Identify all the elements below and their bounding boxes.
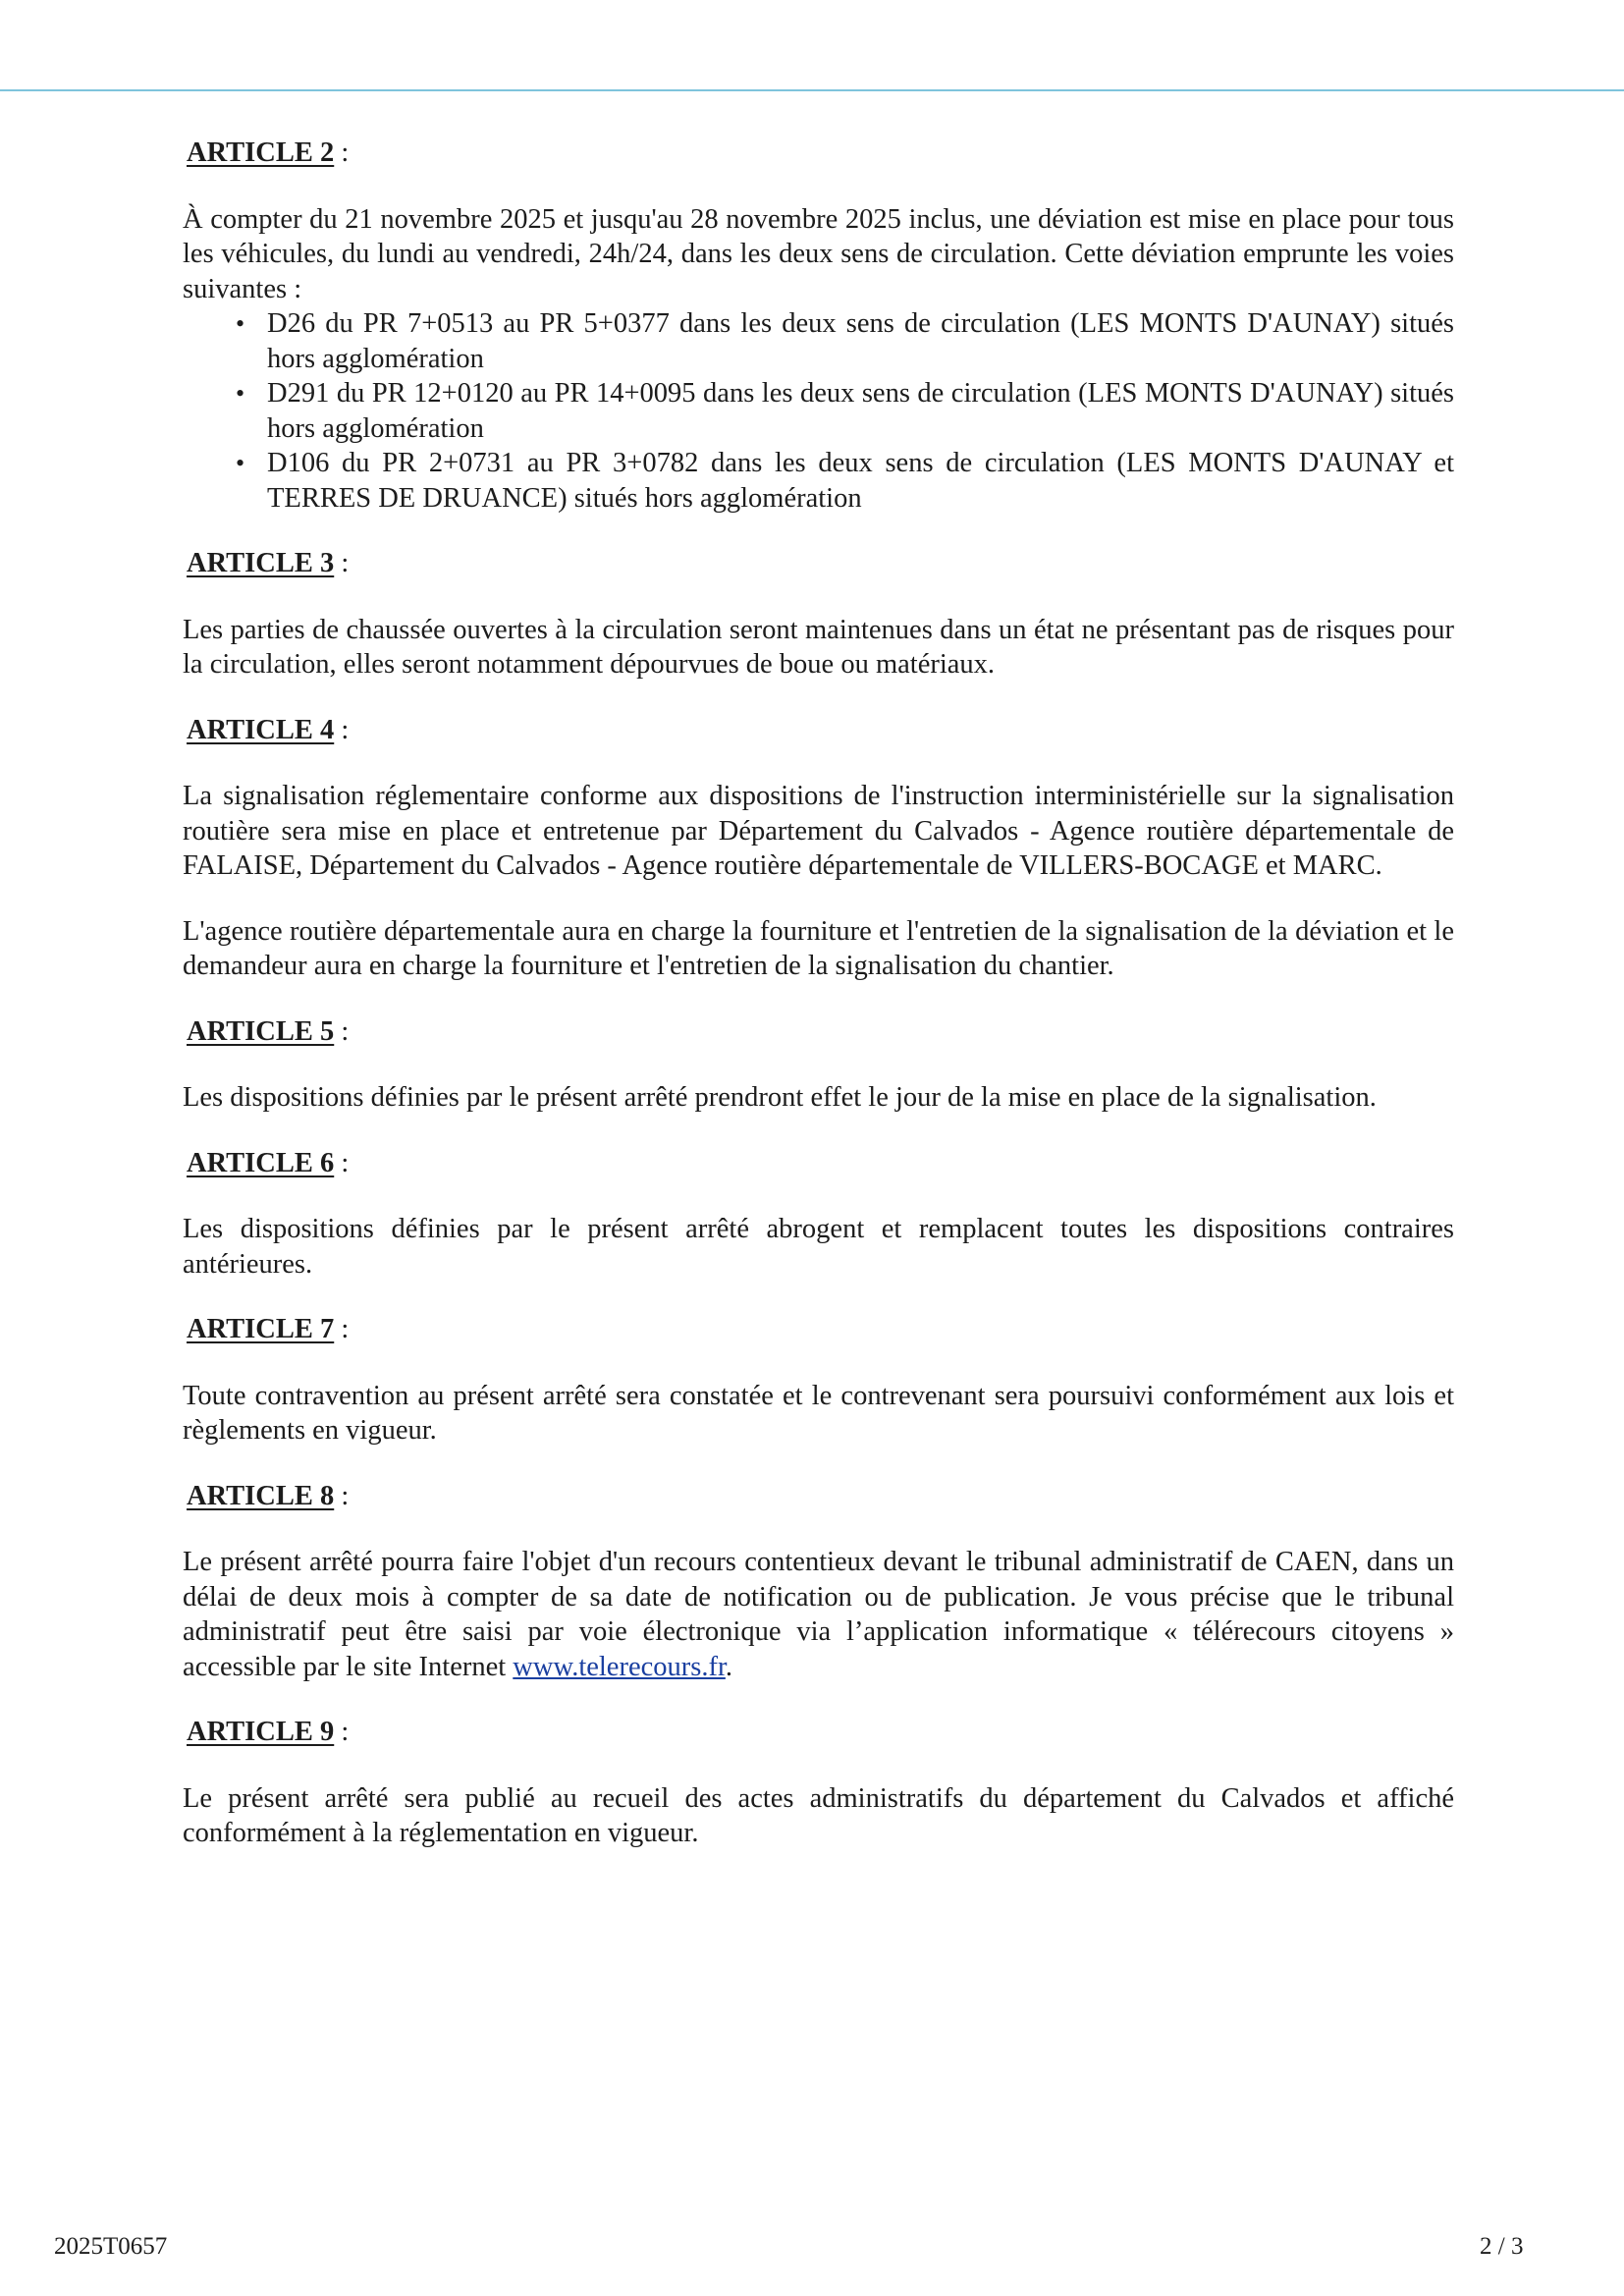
article-paragraph: Le présent arrêté sera publié au recueil des actes administratifs du département du Calvados et affiché conformément à la réglementation en vigueur. xyxy=(183,1782,1454,1848)
article-paragraph: Les dispositions définies par le présent arrêté prendront effet le jour de la mise en place de la signalisation. xyxy=(183,1082,1377,1113)
article-paragraph: La signalisation réglementaire conforme aux dispositions de l'instruction interministérielle sur la signalisation routière sera mise en place et entretenue par Département du Calvados - Agence routière départementale de FALAISE, Département du Calvados - Agence routière départementale de VILLERS-BOCAGE et MARC. xyxy=(183,781,1454,881)
article-heading: ARTICLE 6 : xyxy=(187,1147,350,1178)
article-9 xyxy=(183,1715,1454,1851)
article-heading: ARTICLE 7 : xyxy=(187,1314,350,1344)
document-reference: 2025T0657 xyxy=(54,2233,168,2260)
article-3 xyxy=(183,546,1454,683)
article-paragraph: À compter du 21 novembre 2025 et jusqu'au 28 novembre 2025 inclus, une déviation est mise en place pour tous les véhicules, du lundi au vendredi, 24h/24, dans les deux sens de circulation. Cette déviation emprunte les voies suivantes : xyxy=(183,203,1454,304)
article-4 xyxy=(183,713,1454,984)
article-8 xyxy=(183,1479,1454,1685)
article-paragraph: Les dispositions définies par le présent arrêté abrogent et remplacent toutes les dispositions contraires antérieures. xyxy=(183,1214,1454,1280)
article-2 xyxy=(183,136,1454,516)
route-list xyxy=(183,306,1454,516)
article-5 xyxy=(183,1014,1454,1116)
page-top-rule xyxy=(0,89,1624,91)
article-paragraph: L'agence routière départementale aura en charge la fourniture et l'entretien de la signalisation de la déviation et le demandeur aura en charge la fourniture et l'entretien de la signalisation du chantier. xyxy=(183,915,1454,981)
article-7 xyxy=(183,1312,1454,1449)
article-paragraph: Les parties de chaussée ouvertes à la circulation seront maintenues dans un état ne présentant pas de risques pour la circulation, elles seront notamment dépourvues de boue ou matériaux. xyxy=(183,614,1454,680)
article-heading: ARTICLE 8 : xyxy=(187,1480,350,1511)
article-heading: ARTICLE 9 : xyxy=(187,1717,350,1747)
page-number: 2 / 3 xyxy=(1480,2233,1524,2260)
article-6 xyxy=(183,1146,1454,1283)
article-heading: ARTICLE 3 : xyxy=(187,548,350,578)
document-body xyxy=(183,136,1454,1882)
list-item: • D106 du PR 2+0731 au PR 3+0782 dans les deux sens de circulation (LES MONTS D'AUNAY et TERRES DE DRUANCE) situés hors agglomération xyxy=(183,446,1454,516)
list-item: • D291 du PR 12+0120 au PR 14+0095 dans les deux sens de circulation (LES MONTS D'AUNAY) situés hors agglomération xyxy=(183,376,1454,446)
article-heading: ARTICLE 2 : xyxy=(187,137,350,168)
article-paragraph: Le présent arrêté pourra faire l'objet d'un recours contentieux devant le tribunal administratif de CAEN, dans un délai de deux mois à compter de sa date de notification ou de publication. Je vous précise que le tribunal administratif peut être saisi par voie électronique via l’application informatique « télérecours citoyens » accessible par le site Internet www.telerecours.fr. xyxy=(183,1547,1454,1682)
list-item: • D26 du PR 7+0513 au PR 5+0377 dans les deux sens de circulation (LES MONTS D'AUNAY) situés hors agglomération xyxy=(183,306,1454,376)
article-heading: ARTICLE 5 : xyxy=(187,1015,350,1047)
telerecours-link[interactable]: www.telerecours.fr xyxy=(513,1651,726,1682)
article-heading: ARTICLE 4 : xyxy=(187,714,350,745)
article-paragraph: Toute contravention au présent arrêté sera constatée et le contrevenant sera poursuivi conformément aux lois et règlements en vigueur. xyxy=(183,1380,1454,1446)
